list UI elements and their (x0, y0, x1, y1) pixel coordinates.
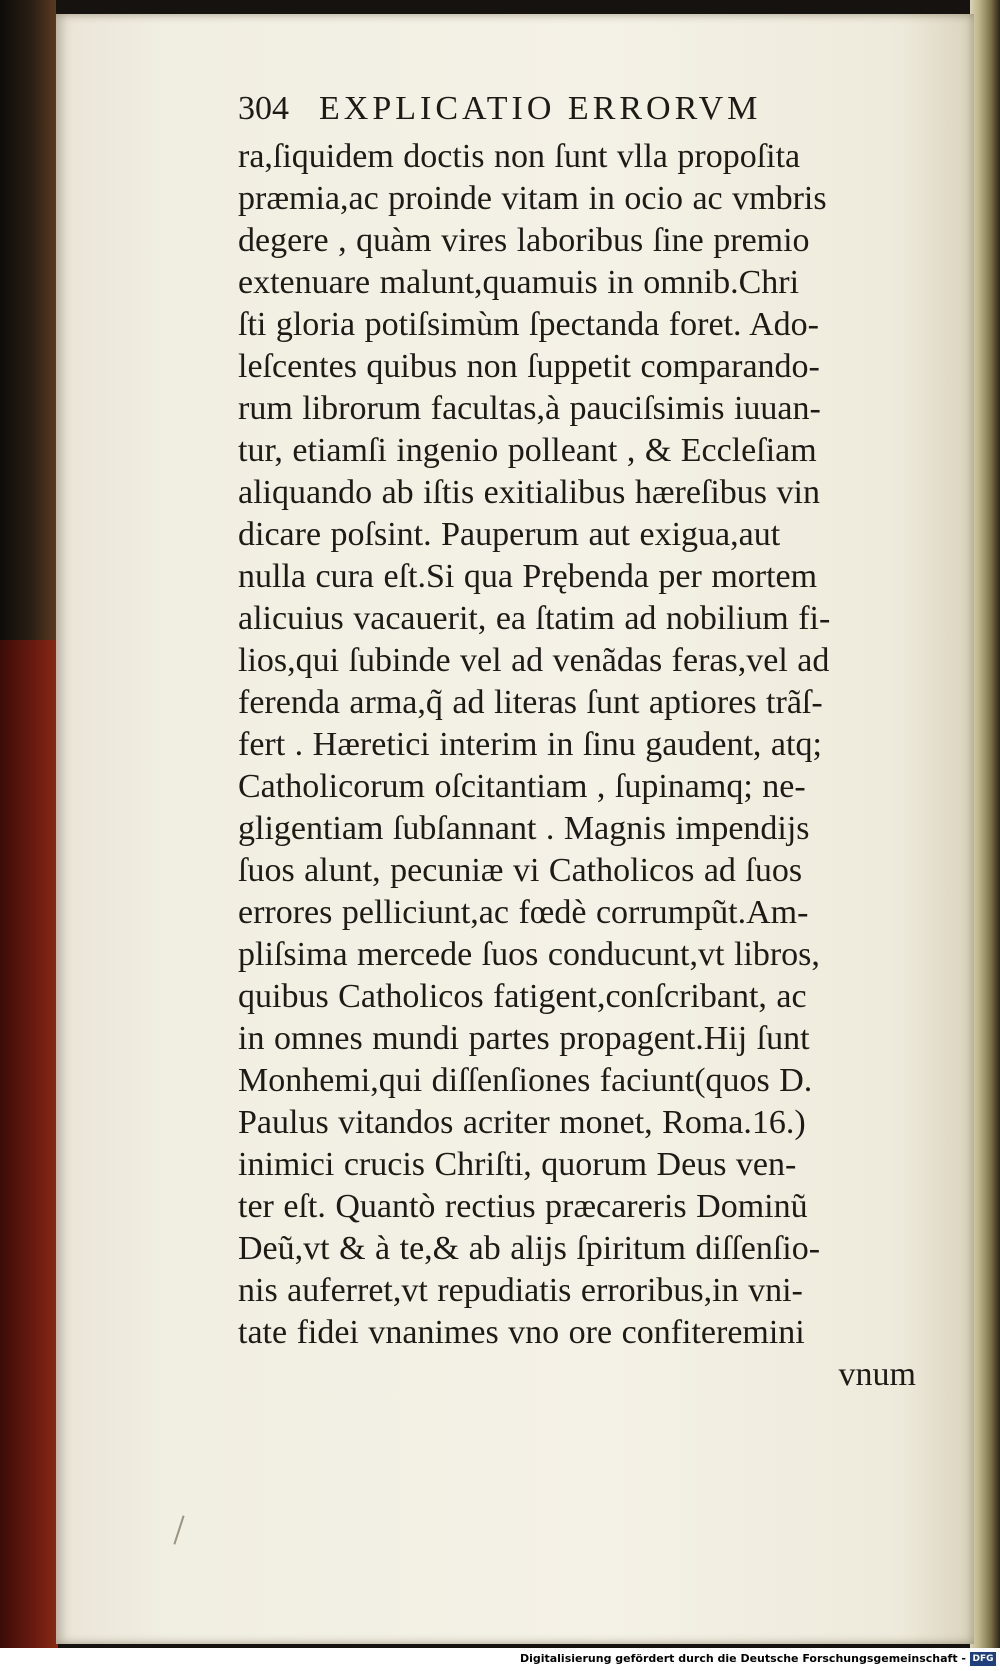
text-line: degere , quàm vires laboribus ſine premio (238, 222, 810, 259)
text-line: Monhemi,qui diſſenſiones faciunt(quos D. (238, 1062, 813, 1099)
text-line: nulla cura eſt.Si qua Prębenda per mortem (238, 558, 818, 595)
text-line: inimici crucis Chriſti, quorum Deus ven- (238, 1146, 797, 1183)
text-line: ſuos alunt, pecuniæ vi Catholicos ad ſuos (238, 852, 803, 889)
book-cover-edge (0, 640, 58, 1648)
text-line: in omnes mundi partes propagent.Hij ſunt (238, 1020, 810, 1057)
text-line: Deũ,vt & à te,& ab alijs ſpiritum diſſenſio- (238, 1230, 821, 1267)
text-line: præmia,ac proinde vitam in ocio ac vmbris (238, 180, 827, 217)
text-line: errores pelliciunt,ac fœdè corrumpũt.Am- (238, 894, 809, 931)
text-line: ter eſt. Quantò rectius præcareris Dominũ (238, 1188, 808, 1225)
text-line: pliſsima mercede ſuos conducunt,vt libros, (238, 936, 820, 973)
text-line: ra,ſiquidem doctis non ſunt vlla propoſita (238, 138, 801, 175)
text-line: ſti gloria potiſsimùm ſpectanda foret. Ado- (238, 306, 819, 343)
text-line: lios,qui ſubinde vel ad venãdas feras,vel ad (238, 642, 830, 679)
text-line: rum librorum facultas,à pauciſsimis iuuan- (238, 390, 821, 427)
running-head-title: EXPLICATIO ERRORVM (319, 90, 762, 127)
text-line: tur, etiamſi ingenio polleant , & Eccleſiam (238, 432, 817, 469)
text-line: nis auferret,vt repudiatis erroribus,in vni- (238, 1272, 803, 1309)
text-line: dicare poſsint. Pauperum aut exigua,aut (238, 516, 781, 553)
running-head (238, 90, 958, 136)
digitization-credit-bar (0, 1648, 1000, 1671)
dfg-logo: DFG (970, 1652, 996, 1666)
text-line: aliquando ab iſtis exitialibus hæreſibus vin (238, 474, 820, 511)
text-line: alicuius vacauerit, ea ſtatim ad nobilium fi- (238, 600, 831, 637)
page-text-block (238, 90, 958, 1396)
text-line: leſcentes quibus non ſuppetit comparando- (238, 348, 820, 385)
body-text (238, 136, 958, 1396)
text-line: ferenda arma,q̃ ad literas ſunt aptiores trãſ- (238, 684, 823, 721)
text-line: Catholicorum oſcitantiam , ſupinamq; ne- (238, 768, 806, 805)
page-edge-right (970, 0, 1000, 1648)
page-number: 304 (238, 90, 289, 127)
catchword: vnum (838, 1356, 916, 1393)
text-line: tate fidei vnanimes vno ore confiteremini (238, 1314, 805, 1351)
text-line: quibus Catholicos fatigent,conſcribant, ac (238, 978, 807, 1015)
text-line: Paulus vitandos acriter monet, Roma.16.) (238, 1104, 806, 1141)
text-line: fert . Hæretici interim in ſinu gaudent, atq; (238, 726, 822, 763)
text-line: extenuare malunt,quamuis in omnib.Chri (238, 264, 800, 301)
digitization-credit: Digitalisierung gefördert durch die Deutsche Forschungsgemeinschaft - (519, 1652, 966, 1665)
text-line: gligentiam ſubſannant . Magnis impendijs (238, 810, 810, 847)
